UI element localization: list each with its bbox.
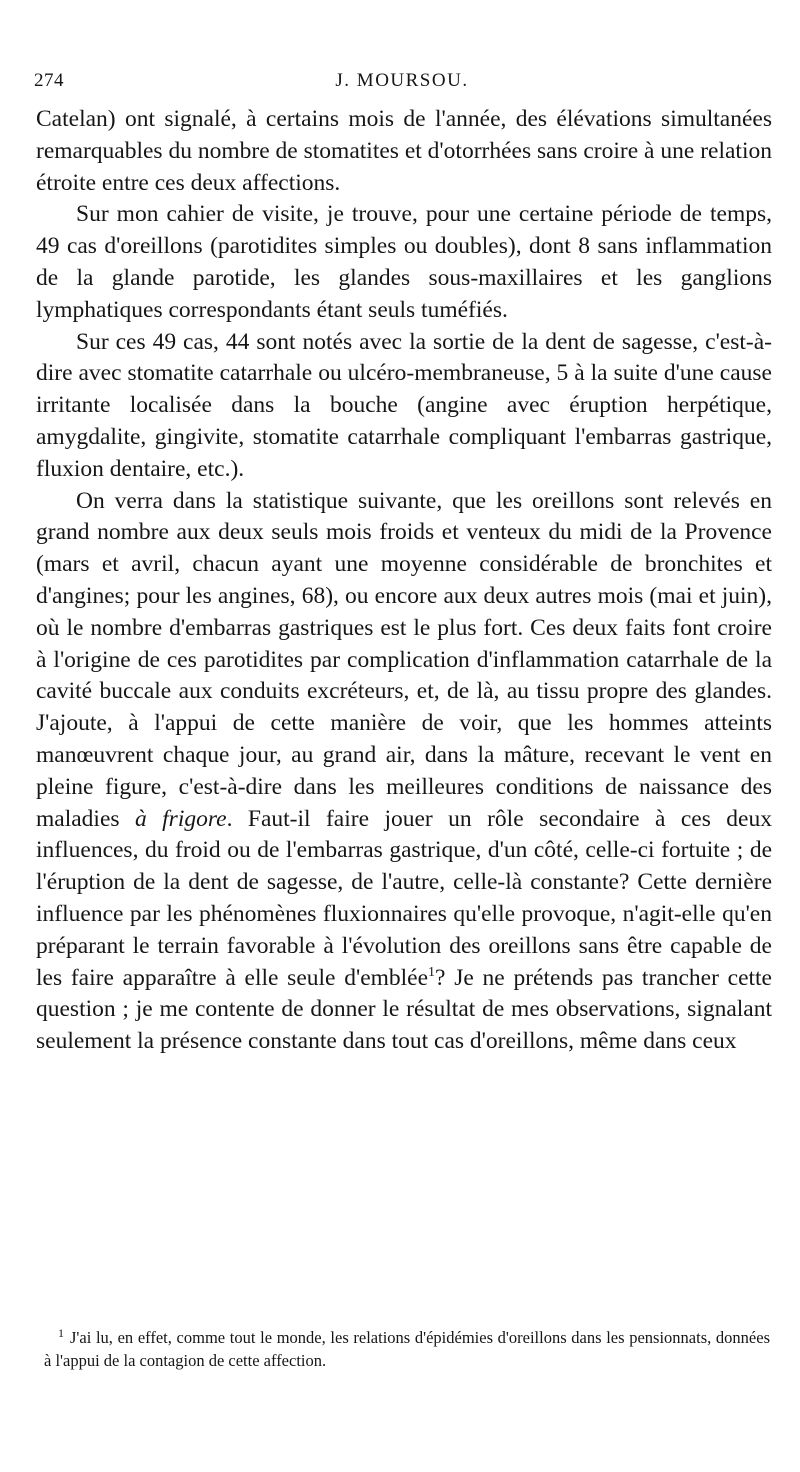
body-text bbox=[36, 104, 772, 1058]
page-number: 274 bbox=[34, 70, 64, 91]
footnote-text: J'ai lu, en effet, comme tout le monde, les relations d'épidémies d'oreillons dans les pensionnats, données à l'appui de la contagion de cette affection. bbox=[44, 1328, 770, 1370]
paragraph: Catelan) ont signalé, à certains mois de l'année, des élévations simultanées remarquables du nombre de stomatites et d'otorrhées sans croire à une relation étroite entre ces deux affections. bbox=[36, 106, 772, 196]
paragraph bbox=[36, 486, 772, 1058]
footnote bbox=[44, 1326, 770, 1372]
page-header bbox=[34, 70, 770, 94]
paragraph: Sur ces 49 cas, 44 sont notés avec la sortie de la dent de sagesse, c'est-à-dire avec stomatite catarrhale ou ulcéro-membraneuse, 5 à la suite d'une cause irritante localisée dans la bouche (angine avec éruption herpétique, amygdalite, gingivite, stomatite catarrhale compliquant l'embarras gastrique, fluxion dentaire, etc.). bbox=[36, 328, 772, 482]
footnote-paragraph bbox=[44, 1326, 770, 1372]
running-title: J. MOURSOU. bbox=[335, 70, 469, 91]
footnote-marker: 1 bbox=[58, 1325, 64, 1340]
footnote-reference[interactable]: 1 bbox=[428, 964, 436, 980]
paragraph-text: . Faut-il faire jouer un rôle secondaire à ces deux influences, du froid ou de l'embarras gastrique, d'un côté, celle-ci fortuite ; de l'éruption de la dent de sagesse, de l'autre, celle-là constante? Cette dernière influence par les phénomènes fluxionnaires qu'elle provoque, n'agit-elle qu'en préparant le terrain favorable à l'évolution des oreillons sans être capable de les faire apparaître à elle seule d'emblée bbox=[36, 805, 772, 991]
italic-phrase: à frigore bbox=[134, 805, 227, 832]
paragraph-text: On verra dans la statistique suivante, que les oreillons sont relevés en grand nombre aux deux seuls mois froids et venteux du midi de la Provence (mars et avril, chacun ayant une moyenne considérable de bronchites et d'angines; pour les angines, 68), ou encore aux deux autres mois (mai et juin), où le nombre d'embarras gastriques est le plus fort. Ces deux faits font croire à l'origine de ces parotidites par complication d'inflammation catarrhale de la cavité buccale aux conduits excréteurs, et, de là, au tissu propre des glandes. J'ajoute, à l'appui de cette manière de voir, que les hommes atteints manœuvrent chaque jour, au grand air, dans la mâture, recevant le vent en pleine figure, c'est-à-dire dans les meilleures conditions de naissance des maladies bbox=[36, 487, 772, 832]
paragraph-text: ? Je ne prétends pas trancher cette question ; je me contente de donner le résultat de mes observations, signalant seulement la présence constante dans tout cas d'oreillons, même dans ceux bbox=[36, 964, 772, 1055]
paragraph: Sur mon cahier de visite, je trouve, pour une certaine période de temps, 49 cas d'oreillons (parotidites simples ou doubles), dont 8 sans inflammation de la glande parotide, les glandes sous-maxillaires et les ganglions lymphatiques correspondants étant seuls tuméfiés. bbox=[36, 201, 772, 323]
